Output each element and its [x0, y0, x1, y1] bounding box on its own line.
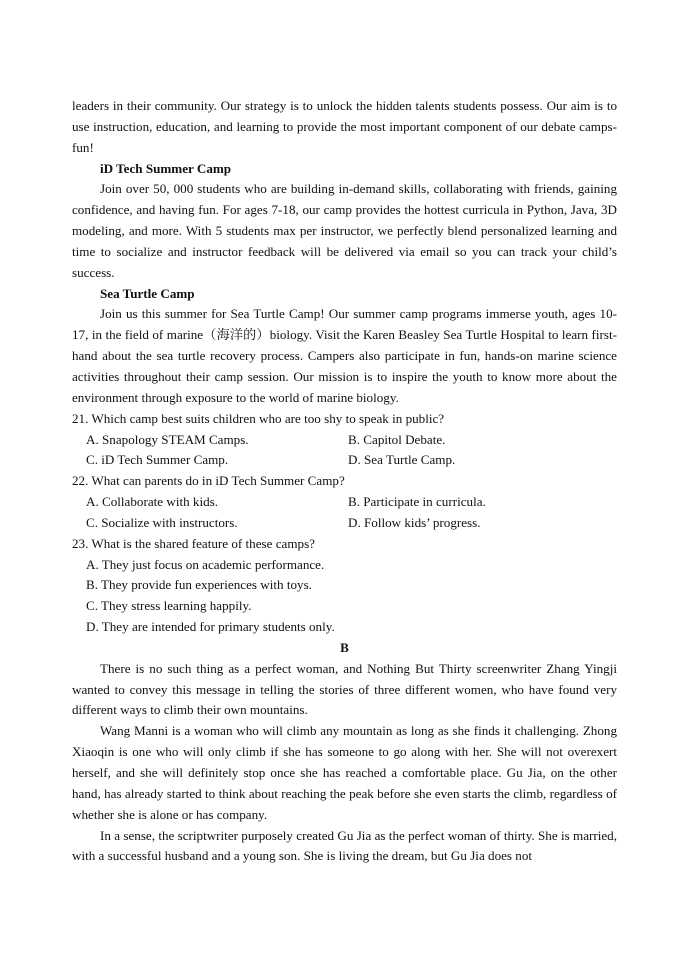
question-21-options [72, 430, 617, 472]
idtech-camp-paragraph: Join over 50, 000 students who are building in-demand skills, collaborating with friends, gaining confidence, and having fun. For ages 7-18, our camp provides the hottest curricula in Python, Java, 3D modeling, and more. With 5 students max per instructor, we perfectly blend personalized learning and time to socialize and instructor feedback will be delivered via email so you can track your child’s success. [72, 181, 617, 280]
option-a: A. Snapology STEAM Camps. [86, 431, 249, 447]
passage-b-label: B [340, 639, 349, 655]
question-22: 22. What can parents do in iD Tech Summer Camp? [72, 473, 345, 489]
passage-b-paragraph-3: In a sense, the scriptwriter purposely created Gu Jia as the perfect woman of thirty. She is married, with a successful husband and a young son. She is living the dream, but Gu Jia does not [72, 827, 617, 864]
question-23: 23. What is the shared feature of these camps? [72, 535, 315, 551]
option-a: A. Collaborate with kids. [86, 494, 219, 510]
passage-b-paragraph-1: There is no such thing as a perfect woman, and Nothing But Thirty screenwriter Zhang Yingji wanted to convey this message in telling the stories of three different women, who have found very different ways to climb their own mountains. [72, 660, 617, 718]
option-c: C. They stress learning happily. [86, 598, 252, 614]
option-d: D. They are intended for primary students only. [86, 619, 335, 635]
option-d: D. Sea Turtle Camp. [348, 452, 456, 468]
document-body [72, 96, 617, 867]
idtech-camp-title: iD Tech Summer Camp [100, 160, 232, 176]
passage-b-paragraph-2: Wang Manni is a woman who will climb any mountain as long as she finds it challenging. Zhong Xiaoqin is one who will only climb if she has someone to go along with her. She will not overexert herself, and she will definitely stop once she has reached a comfortable place. Gu Jia, on the other hand, has already started to think about reaching the peak before she even starts the climb, regardless of whether she is alone or has company. [72, 723, 617, 822]
option-a: A. They just focus on academic performance. [86, 556, 325, 572]
option-b: B. They provide fun experiences with toys. [86, 577, 312, 593]
option-d: D. Follow kids’ progress. [348, 514, 481, 530]
debate-camp-paragraph-tail: leaders in their community. Our strategy is to unlock the hidden talents students possess. Our aim is to use instruction, education, and learning to provide the most important component of our debate camps-fun! [72, 98, 617, 155]
question-22-options [72, 492, 617, 534]
sea-turtle-camp-title: Sea Turtle Camp [100, 285, 195, 301]
option-b: B. Participate in curricula. [348, 494, 486, 510]
option-b: B. Capitol Debate. [348, 431, 446, 447]
option-c: C. iD Tech Summer Camp. [86, 452, 229, 468]
option-c: C. Socialize with instructors. [86, 514, 238, 530]
sea-turtle-camp-paragraph: Join us this summer for Sea Turtle Camp! Our summer camp programs immerse youth, ages 10-17, in the field of marine（海洋的）biology. Visit the Karen Beasley Sea Turtle Hospital to learn first-hand about the sea turtle recovery process. Campers also participate in fun, hands-on marine science activities throughout their camp session. Our mission is to inspire the youth to know more about the environment through exposure to the world of marine biology. [72, 306, 617, 405]
question-21: 21. Which camp best suits children who are too shy to speak in public? [72, 410, 445, 426]
